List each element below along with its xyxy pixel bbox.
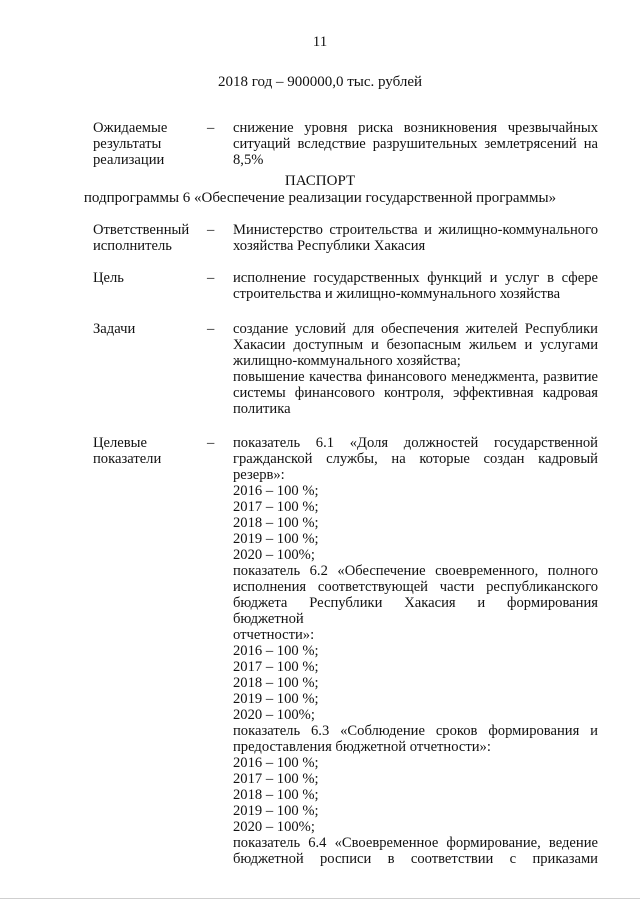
expected-results-text: снижение уровня риска возникновения чрезвычайных ситуаций вследствие разрушительных землетрясений на 8,5%	[233, 120, 598, 168]
targets-label: Целевые показатели	[93, 435, 162, 467]
targets-text: показатель 6.1 «Доля должностей государственной гражданской службы, на которые создан кадровый резерв»: 2016 – 100 %; 2017 – 100 %; 2018 – 100 %; 2019 – 100 %; 2020 – 100%; показатель 6.2 «Обеспечение своевременного, полного исполнения соответствующей части республиканского бюджета Республики Хакасия и формирования бюджетной отчетности»: 2016 – 100 %; 2017 – 100 %; 2018 – 100 %; 2019 – 100 %; 2020 – 100%; показатель 6.3 «Соблюдение сроков формирования и предоставления бюджетной отчетности»: 2016 – 100 %; 2017 – 100 %; 2018 – 100 %; 2019 – 100 %; 2020 – 100%; показатель 6.4 «Своевременное формирование, ведение бюджетной росписи в соответствии с приказами	[233, 435, 598, 867]
passport-title: ПАСПОРТ	[284, 173, 356, 189]
dash: –	[207, 270, 215, 286]
dash: –	[207, 120, 215, 136]
tasks-label: Задачи	[93, 321, 136, 337]
dash: –	[207, 321, 215, 337]
scan-edge-line	[0, 898, 640, 899]
tasks-text: создание условий для обеспечения жителей Республики Хакасии доступным и безопасным жильем и услугами жилищно-коммунального хозяйства; повышение качества финансового менеджмента, развитие системы финансового контроля, эффективная кадровая политика	[233, 321, 598, 417]
responsible-text: Министерство строительства и жилищно-коммунального хозяйства Республики Хакасия	[233, 222, 598, 254]
responsible-label: Ответственный исполнитель	[93, 222, 190, 254]
dash: –	[207, 435, 215, 451]
expected-results-label: Ожидаемые результаты реализации	[93, 120, 168, 168]
dash: –	[207, 222, 215, 238]
goal-text: исполнение государственных функций и услуг в сфере строительства и жилищно-коммунального хозяйства	[233, 270, 598, 302]
goal-label: Цель	[93, 270, 124, 286]
page-number: 11	[312, 34, 328, 50]
funding-line: 2018 год – 900000,0 тыс. рублей	[217, 74, 423, 90]
passport-subtitle: подпрограммы 6 «Обеспечение реализации государственной программы»	[83, 190, 557, 206]
